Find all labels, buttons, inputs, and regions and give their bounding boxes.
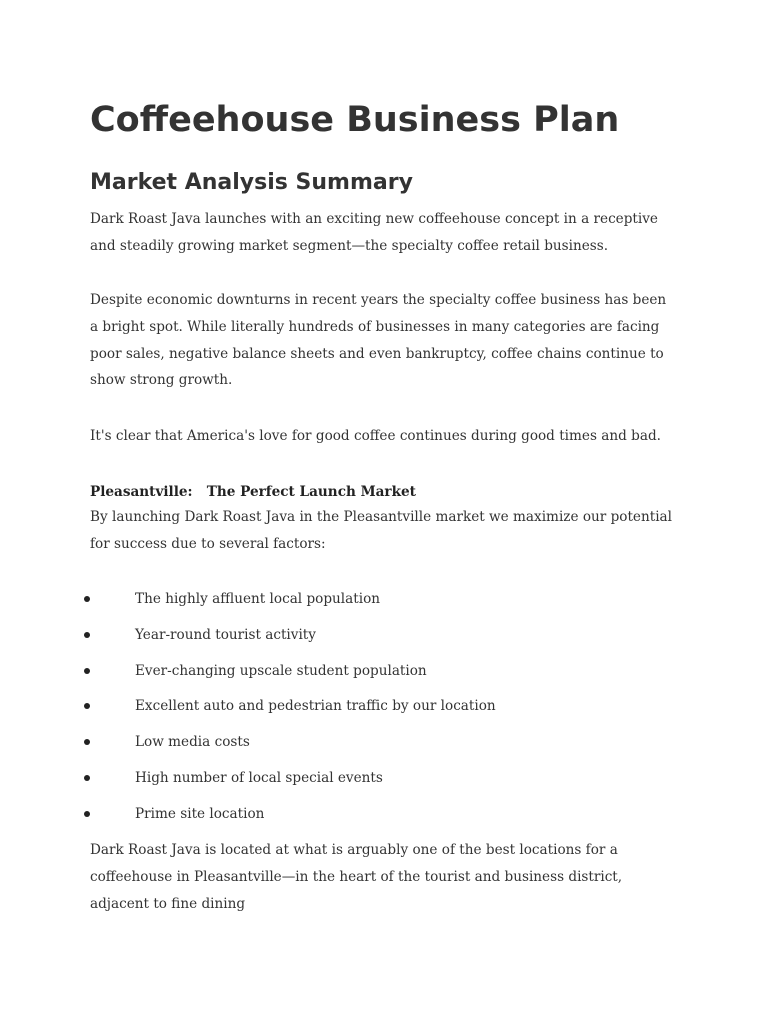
list-item-text: Low media costs [135, 734, 250, 751]
launch-paragraph: By launching Dark Roast Java in the Pleasantville market we maximize our potential for success due to several factors: [90, 509, 672, 552]
list-item-text: High number of local special events [135, 769, 383, 786]
launch-market-subheading: Pleasantville: The Perfect Launch Market [90, 484, 416, 500]
bullet-icon [84, 811, 90, 817]
bullet-icon [84, 703, 90, 709]
list-item [90, 800, 690, 836]
list-item-text: The highly affluent local population [135, 591, 381, 607]
factors-list [90, 585, 690, 836]
growth-paragraph: Despite economic downturns in recent years the specialty coffee business has been a bright spot. While literally hundreds of businesses in many categories are facing poor sales, negative balance sheets and even bankruptcy, coffee chains continue to show strong growth. [90, 292, 667, 389]
section-heading: Market Analysis Summary [90, 170, 413, 195]
bullet-icon [84, 632, 90, 638]
list-item-text: Year-round tourist activity [135, 626, 316, 643]
location-paragraph: Dark Roast Java is located at what is arguably one of the best locations for a coffeehouse in Pleasantville—in the heart of the tourist and business district, adjacent to fine dining [90, 842, 623, 912]
list-item [90, 692, 690, 728]
bullet-icon [84, 596, 90, 602]
intro-paragraph: Dark Roast Java launches with an exciting new coffeehouse concept in a receptive and steadily growing market segment—the specialty coffee retail business. [90, 211, 658, 254]
bullet-icon [84, 775, 90, 781]
list-item [90, 764, 690, 800]
document-title: Coffeehouse Business Plan [90, 100, 620, 140]
list-item [90, 657, 690, 693]
list-item [90, 728, 690, 764]
list-item-text: Excellent auto and pedestrian traffic by our location [135, 698, 496, 715]
list-item [90, 621, 690, 657]
list-item-text: Prime site location [135, 805, 265, 822]
coffee-love-paragraph: It's clear that America's love for good coffee continues during good times and bad. [90, 428, 661, 444]
list-item [90, 585, 690, 621]
bullet-icon [84, 739, 90, 745]
bullet-icon [84, 668, 90, 674]
list-item-text: Ever-changing upscale student population [135, 662, 427, 679]
